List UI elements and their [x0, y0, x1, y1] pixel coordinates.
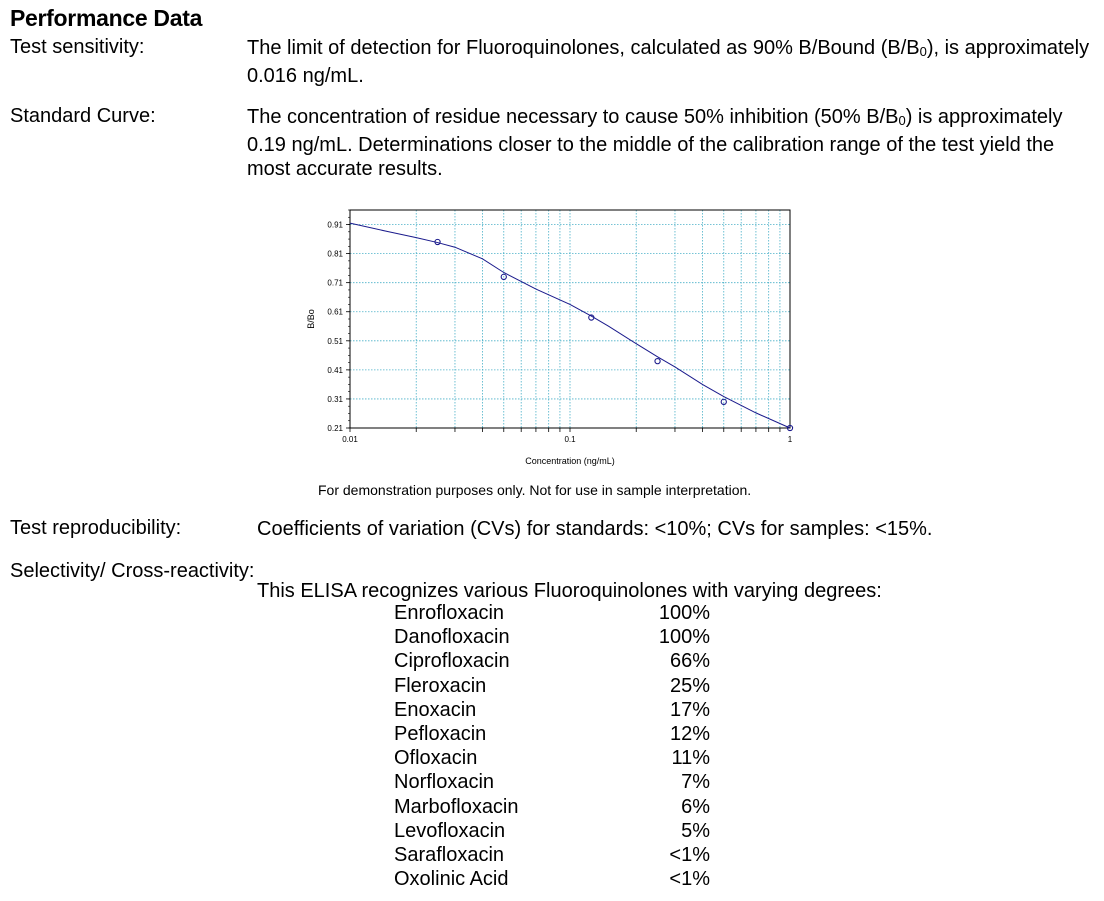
compound-name: Danofloxacin	[394, 626, 510, 649]
standard-curve-text	[247, 105, 1097, 181]
standard-curve-chart	[300, 205, 810, 475]
cross-reactivity-value: 11%	[671, 747, 710, 770]
data-point	[655, 359, 660, 364]
compound-name: Levofloxacin	[394, 819, 506, 842]
compound-name: Norfloxacin	[394, 771, 495, 794]
cross-reactivity-row	[394, 770, 724, 794]
compound-name: Sarafloxacin	[394, 843, 505, 866]
chart-caption: For demonstration purposes only. Not for use in sample interpretation.	[318, 482, 752, 498]
compound-name: Ciprofloxacin	[394, 650, 510, 673]
x-tick-label: 0.01	[342, 435, 358, 444]
cross-reactivity-table	[394, 601, 724, 891]
y-tick-label: 0.31	[327, 394, 343, 404]
cross-reactivity-row	[394, 843, 724, 867]
cross-reactivity-row	[394, 625, 724, 649]
x-tick-label: 1	[787, 435, 793, 444]
y-tick-label: 0.41	[327, 365, 343, 375]
cross-reactivity-value: 66%	[669, 650, 710, 673]
selectivity-label: Selectivity/ Cross-reactivity:	[10, 560, 255, 582]
cross-reactivity-row	[394, 819, 724, 843]
compound-name: Enoxacin	[394, 698, 477, 721]
cross-reactivity-value: 6%	[681, 795, 710, 818]
standard-curve-line-1: The concentration of residue necessary to cause 50% inhibition (50% B/B0) is approximately	[247, 106, 1063, 128]
y-tick-label: 0.81	[327, 249, 343, 259]
cross-reactivity-value: 7%	[681, 771, 710, 794]
cross-reactivity-value: <1%	[669, 843, 710, 866]
cross-reactivity-row	[394, 649, 724, 673]
compound-name: Ofloxacin	[394, 747, 478, 770]
reproducibility-text: Coefficients of variation (CVs) for standards: <10%; CVs for samples: <15%.	[257, 518, 933, 540]
standard-curve-label: Standard Curve:	[10, 105, 156, 127]
compound-name: Oxolinic Acid	[394, 868, 509, 891]
cross-reactivity-row	[394, 674, 724, 698]
y-tick-label: 0.21	[327, 424, 343, 433]
cross-reactivity-value: 17%	[669, 698, 710, 721]
cross-reactivity-row	[394, 795, 724, 819]
compound-name: Fleroxacin	[394, 674, 487, 697]
sensitivity-label: Test sensitivity:	[10, 36, 145, 58]
page-title: Performance Data	[10, 5, 203, 31]
cross-reactivity-value: 100%	[658, 626, 710, 649]
x-tick-label: 0.1	[564, 435, 576, 444]
y-tick-label: 0.51	[327, 336, 343, 346]
selectivity-intro: This ELISA recognizes various Fluoroquinolones with varying degrees:	[257, 580, 882, 602]
reproducibility-label: Test reproducibility:	[10, 517, 182, 539]
cross-reactivity-row	[394, 601, 724, 625]
compound-name: Enrofloxacin	[394, 602, 505, 624]
y-tick-label: 0.71	[327, 278, 343, 288]
y-tick-label: 0.61	[327, 307, 343, 317]
cross-reactivity-value: 5%	[681, 819, 710, 842]
standard-curve-line-2: 0.19 ng/mL. Determinations closer to the middle of the calibration range of the test yield the	[247, 134, 1055, 156]
y-tick-label: 0.91	[327, 220, 343, 230]
x-axis-label: Concentration (ng/mL)	[525, 456, 615, 466]
cross-reactivity-row	[394, 746, 724, 770]
cross-reactivity-value: 12%	[669, 722, 710, 745]
cross-reactivity-row	[394, 722, 724, 746]
sensitivity-line-2: 0.016 ng/mL.	[247, 65, 364, 87]
sensitivity-line-1: The limit of detection for Fluoroquinolones, calculated as 90% B/Bound (B/B0), is approximately	[247, 37, 1090, 59]
standard-curve-line-3: most accurate results.	[247, 158, 443, 180]
cross-reactivity-value: 25%	[669, 674, 710, 697]
cross-reactivity-value: <1%	[669, 868, 710, 891]
compound-name: Pefloxacin	[394, 722, 487, 745]
cross-reactivity-value: 100%	[658, 602, 710, 624]
y-axis-label: B/Bo	[306, 309, 316, 329]
sensitivity-text	[247, 36, 1104, 88]
chart-grid	[350, 210, 790, 428]
data-points	[435, 239, 793, 430]
compound-name: Marbofloxacin	[394, 795, 519, 818]
cross-reactivity-row	[394, 698, 724, 722]
cross-reactivity-row	[394, 867, 724, 891]
